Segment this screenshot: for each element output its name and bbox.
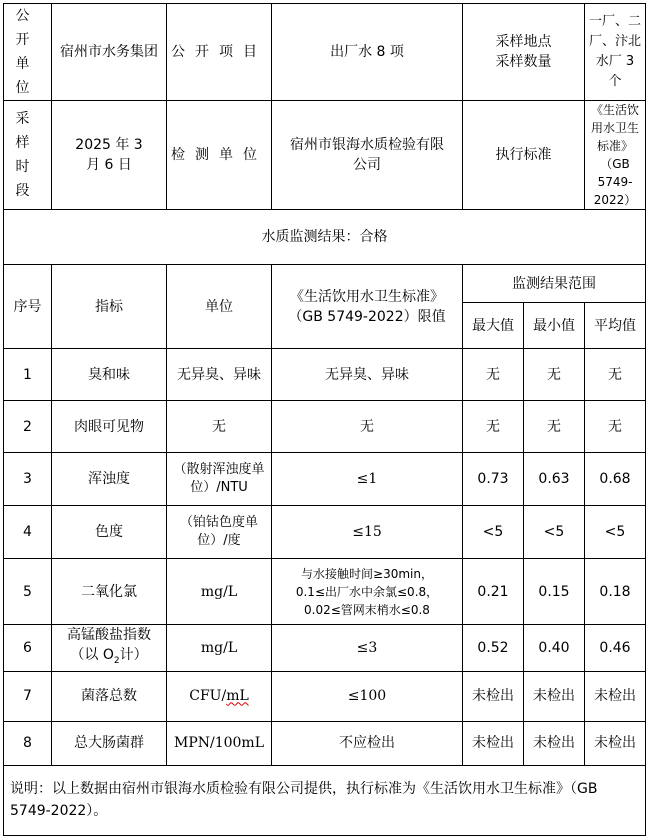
item-value: 出厂水 8 项 [272,4,463,101]
lab-label: 检测单位 [167,101,272,210]
row-unit: mg/L [167,559,272,625]
row-min: 未检出 [524,671,585,721]
row-avg: 0.46 [585,625,646,672]
row-unit: 无异臭、异味 [167,349,272,401]
row-limit: ≤100 [272,671,463,721]
footnote: 说明：以上数据由宿州市银海水质检验有限公司提供，执行标准为《生活饮用水卫生标准》（GB 5749-2022）。 [4,765,646,835]
water-quality-report-table [3,3,646,836]
row-max: 无 [463,401,524,453]
row-max: 0.52 [463,625,524,672]
row-indicator: 肉眼可见物 [52,401,167,453]
row-min: 0.63 [524,453,585,506]
table-row [4,401,646,453]
indicator-subscript: 2 [113,655,120,666]
row-limit-line1: 与水接触时间≥30min， [301,566,433,581]
header-min: 最小值 [524,303,585,349]
period-value: 2025 年 3 月 6 日 [52,101,167,210]
row-avg: 未检出 [585,721,646,765]
unit-text-spellcheck: mL [226,688,249,705]
row-indicator [52,625,167,672]
row-max: 0.73 [463,453,524,506]
row-avg: 0.68 [585,453,646,506]
indicator-text: 计） [119,647,148,663]
row-min: 0.15 [524,559,585,625]
site-value: 一厂、二厂、汴北水厂 3 个 [585,4,646,101]
row-min: 无 [524,401,585,453]
row-limit-line2: 0.1≤出厂水中余氯≤0.8， [295,584,439,599]
header-no: 序号 [4,265,52,349]
row-no: 5 [4,559,52,625]
standard-value: 《生活饮用水卫生标准》（GB 5749-2022） [585,101,646,210]
row-max: 未检出 [463,671,524,721]
row-limit: ≤3 [272,625,463,672]
row-limit: 无异臭、异味 [272,349,463,401]
row-indicator-line1: 高锰酸盐指数 [67,627,151,643]
row-avg: 0.18 [585,559,646,625]
table-row [4,559,646,625]
row-avg: 未检出 [585,671,646,721]
header-limit [272,265,463,349]
row-indicator: 二氧化氯 [52,559,167,625]
header-range: 监测结果范围 [463,265,646,303]
row-unit: （散射浑浊度单位）/NTU [167,453,272,506]
row-limit: ≤15 [272,506,463,559]
row-no: 1 [4,349,52,401]
row-unit [167,671,272,721]
row-no: 7 [4,671,52,721]
header-indicator: 指标 [52,265,167,349]
row-avg: <5 [585,506,646,559]
row-unit: （铂钴色度单位）/度 [167,506,272,559]
row-max: 无 [463,349,524,401]
row-limit [272,559,463,625]
row-max: 未检出 [463,721,524,765]
header-avg: 平均值 [585,303,646,349]
table-row [4,721,646,765]
standard-label: 执行标准 [463,101,585,210]
row-limit-line3: 0.02≤管网末梢水≤0.8 [304,602,430,617]
row-max: <5 [463,506,524,559]
row-no: 4 [4,506,52,559]
row-indicator: 总大肠菌群 [52,721,167,765]
row-indicator: 色度 [52,506,167,559]
row-limit: 无 [272,401,463,453]
item-label: 公开项目 [167,4,272,101]
row-min: 0.40 [524,625,585,672]
publisher-value: 宿州市水务集团 [52,4,167,101]
row-no: 2 [4,401,52,453]
row-unit: MPN/100mL [167,721,272,765]
row-max: 0.21 [463,559,524,625]
header-unit: 单位 [167,265,272,349]
site-label [463,4,585,101]
period-label: 采样时段 [4,101,52,210]
row-indicator: 臭和味 [52,349,167,401]
unit-text: CFU/ [189,688,227,705]
row-indicator: 浑浊度 [52,453,167,506]
publisher-label: 公开单位 [4,4,52,101]
table-row [4,671,646,721]
row-indicator: 菌落总数 [52,671,167,721]
row-unit: mg/L [167,625,272,672]
row-no: 6 [4,625,52,672]
table-row [4,453,646,506]
row-limit: ≤1 [272,453,463,506]
row-min: <5 [524,506,585,559]
row-no: 3 [4,453,52,506]
row-avg: 无 [585,349,646,401]
row-min: 未检出 [524,721,585,765]
row-no: 8 [4,721,52,765]
site-label-line2: 采样数量 [495,54,552,70]
header-limit-line1: 《生活饮用水卫生标准》 [290,288,444,305]
row-min: 无 [524,349,585,401]
row-unit: 无 [167,401,272,453]
result-line: 水质监测结果：合格 [4,210,646,265]
lab-value: 宿州市银海水质检验有限公司 [272,101,463,210]
row-limit: 不应检出 [272,721,463,765]
indicator-text: （以 O [70,647,114,663]
row-avg: 无 [585,401,646,453]
header-max: 最大值 [463,303,524,349]
row-indicator-line2 [55,645,163,671]
site-label-line1: 采样地点 [495,34,552,50]
table-row [4,625,646,672]
table-row [4,349,646,401]
table-row [4,506,646,559]
header-limit-line2: （GB 5749-2022）限值 [288,308,446,325]
